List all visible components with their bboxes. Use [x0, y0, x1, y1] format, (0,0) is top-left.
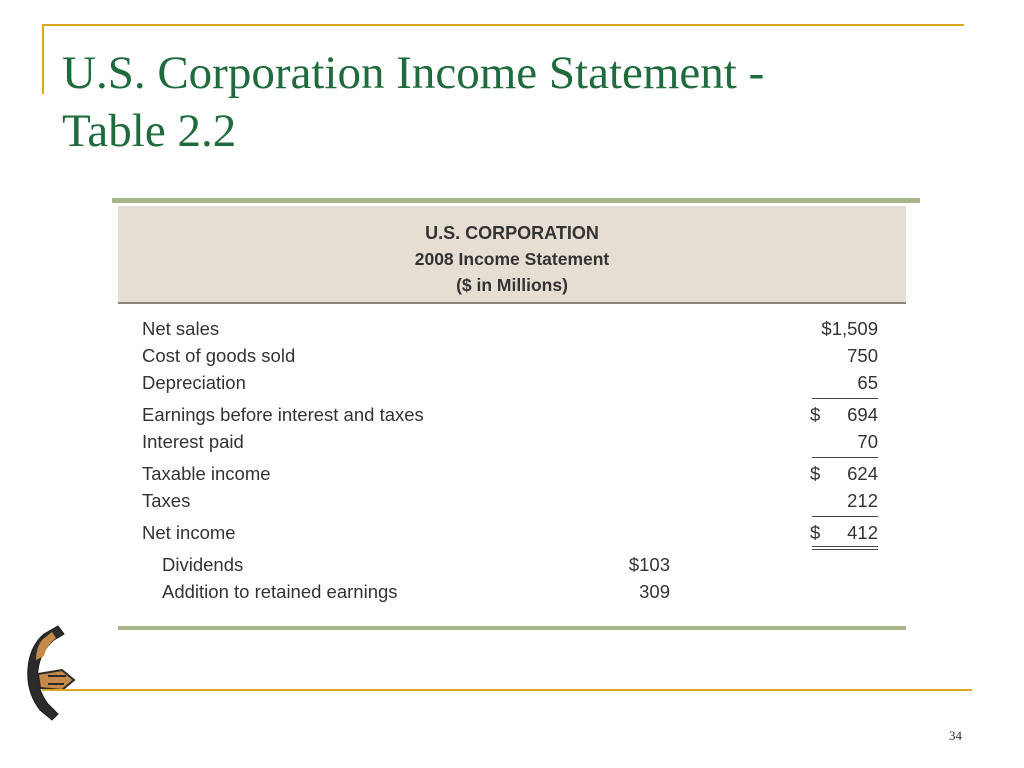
sub-row-value: $103: [628, 554, 670, 575]
row-label: Net sales: [142, 318, 220, 339]
table-body: [112, 198, 920, 633]
table-header-units: ($ in Millions): [456, 275, 568, 295]
income-statement-table: [112, 198, 920, 633]
row-label: Interest paid: [142, 431, 244, 452]
sub-row-value: 309: [639, 581, 670, 602]
row-value: 694: [847, 404, 878, 425]
table-row: [112, 431, 920, 457]
sub-row-label: Addition to retained earnings: [162, 581, 398, 602]
row-dollar-sign: $: [810, 522, 821, 543]
row-label: Taxes: [142, 490, 191, 511]
row-label: Depreciation: [142, 372, 246, 393]
row-label: Earnings before interest and taxes: [142, 404, 424, 425]
slide-title-line-1: U.S. Corporation Income Statement -: [62, 47, 765, 99]
row-value: 412: [847, 522, 878, 543]
table-row: [112, 404, 920, 430]
table-row: [112, 345, 920, 371]
subtotal-rule: [812, 398, 878, 399]
row-value: 750: [847, 345, 878, 366]
table-row: [112, 490, 920, 516]
slide-frame-bottom-rule: [42, 689, 972, 691]
stylized-e-hand-logo-icon: [18, 618, 76, 726]
table-sub-row: [112, 554, 920, 580]
table-sub-row: [112, 581, 920, 607]
table-header-company: U.S. CORPORATION: [425, 223, 599, 243]
table-row: [112, 463, 920, 489]
table-bottom-bar: [118, 626, 906, 630]
table-row: [112, 372, 920, 398]
subtotal-rule: [812, 457, 878, 458]
sub-row-label: Dividends: [162, 554, 244, 575]
slide-title-line-2: Table 2.2: [62, 105, 237, 157]
row-dollar-sign: $: [810, 463, 821, 484]
row-label: Cost of goods sold: [142, 345, 296, 366]
row-label: Net income: [142, 522, 236, 543]
row-value: $1,509: [821, 318, 878, 339]
table-header-statement: 2008 Income Statement: [414, 249, 610, 269]
slide-title: [62, 44, 942, 160]
double-rule-top: [812, 546, 878, 547]
slide-frame-top-rule: [42, 24, 964, 26]
subtotal-rule: [812, 516, 878, 517]
double-rule-bottom: [812, 549, 878, 550]
row-value: 70: [857, 431, 878, 452]
row-dollar-sign: $: [810, 404, 821, 425]
table-row: [112, 318, 920, 344]
table-row: [112, 522, 920, 548]
row-value: 624: [847, 463, 878, 484]
row-value: 212: [847, 490, 878, 511]
slide-frame-left-rule: [42, 24, 44, 94]
row-label: Taxable income: [142, 463, 271, 484]
page-number: 34: [949, 728, 962, 743]
row-value: 65: [857, 372, 878, 393]
